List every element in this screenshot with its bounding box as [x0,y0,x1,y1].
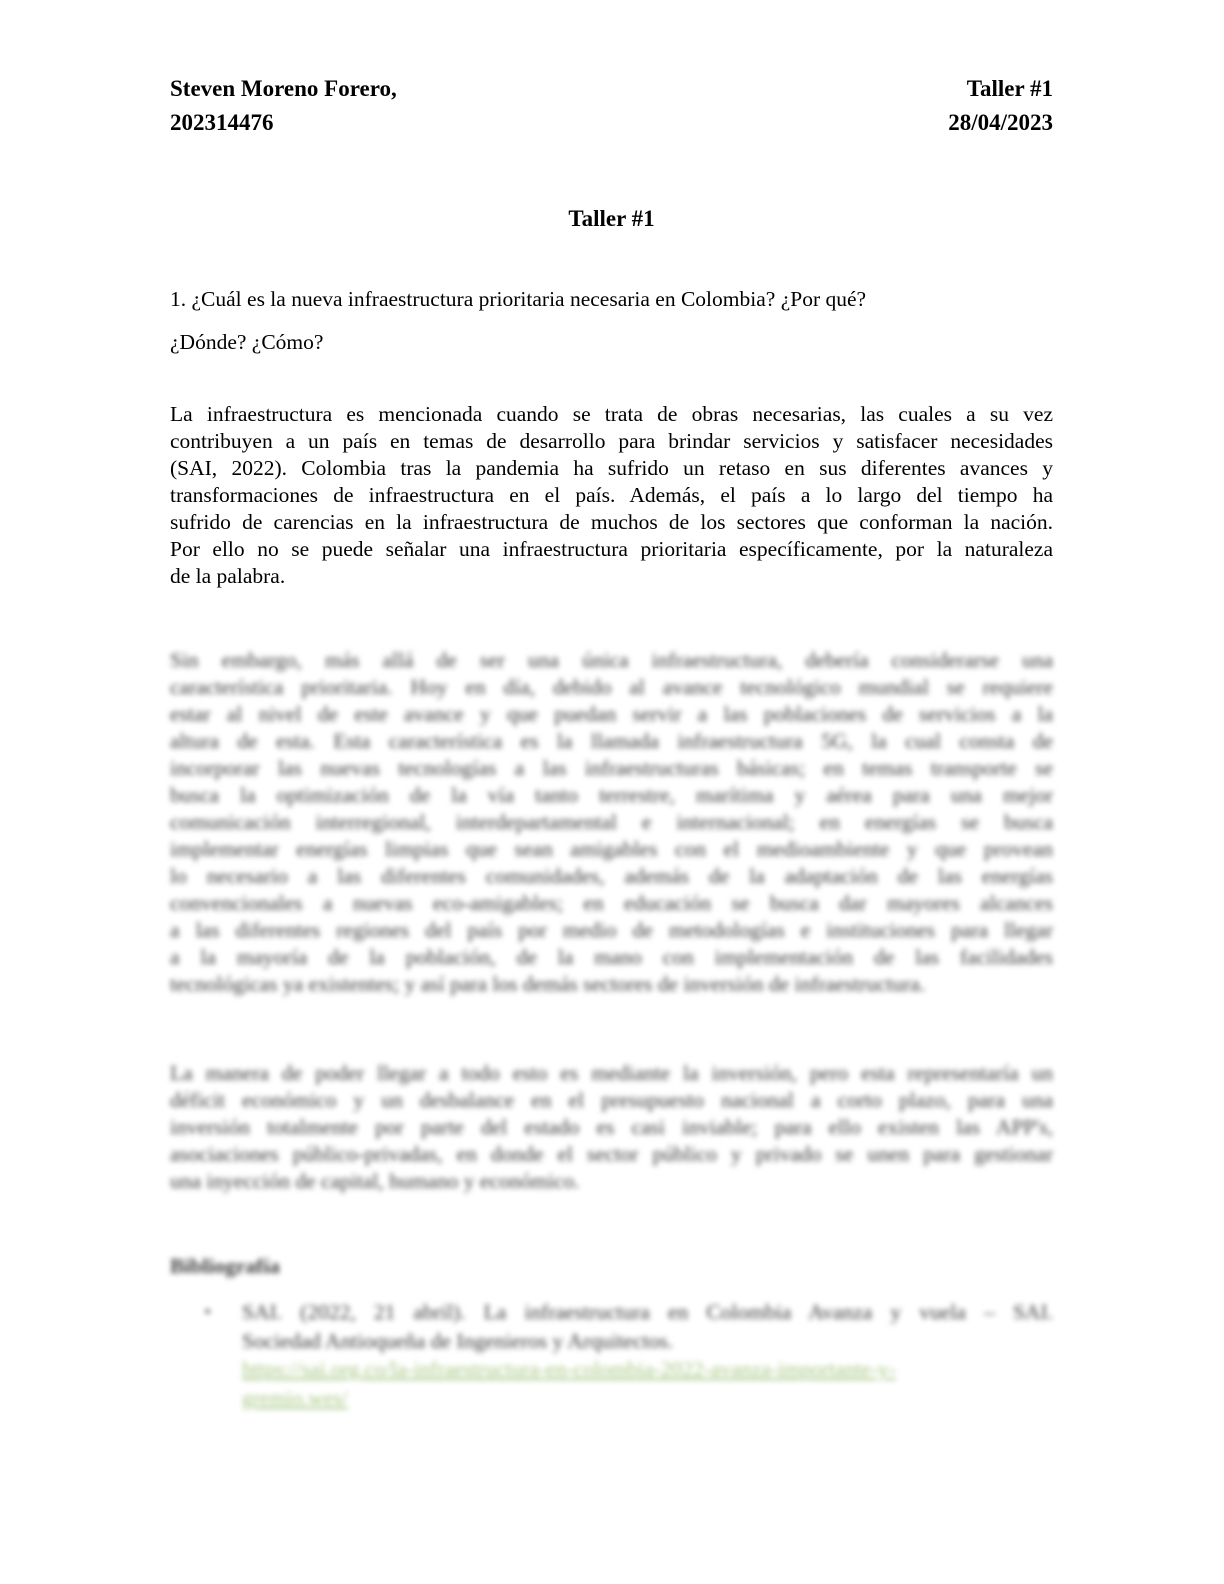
text-line: comunicación interregional, interdepartamental e internacional; en energías se busca [170,810,1053,834]
text-line: a la mayoría de la población, de la mano con implementación de las facilidades [170,945,1053,969]
text-line: déficit económico y un desbalance en el presupuesto nacional a corto plazo, para una [170,1088,1053,1112]
text-line: sufrido de carencias en la infraestructura de muchos de los sectores que conforman la nación. [170,510,1053,534]
header-doc-label: Taller #1 [966,76,1053,101]
text-line: característica prioritaria. Hoy en día, debido al avance tecnológico mundial se requiere [170,675,1053,699]
text-line: una inyección de capital, humano y económico. [170,1169,580,1193]
text-line: SAI. (2022, 21 abril). La infraestructura en Colombia Avanza y vuela – SAI. [242,1300,1053,1324]
text-line: estar al nivel de este avance y que puedan servir a las poblaciones de servicios a la [170,702,1053,726]
bibliography-link-line-2[interactable]: gremio.wes/ [242,1385,348,1410]
text-line: Sociedad Antioqueña de Ingenieros y Arquitectos. [242,1328,674,1353]
text-line: de la palabra. [170,564,286,588]
text-line: inversión totalmente por parte del estado es casi inviable; para ello existen las APP's, [170,1115,1053,1139]
author-name: Steven Moreno Forero, [170,76,397,101]
text-line: tecnológicas ya existentes; y así para los demás sectores de inversión de infraestructura. [170,972,926,996]
text-line: lo necesario a las diferentes comunidades, además de la adaptación de las energías [170,864,1053,888]
bullet-icon: ▪ [205,1304,211,1320]
text-line: La manera de poder llegar a todo esto es mediante la inversión, pero esta representaría un [170,1061,1053,1085]
blurred-paragraph-1 [170,647,1053,998]
text-line: La infraestructura es mencionada cuando se trata de obras necesarias, las cuales a su vez [170,402,1053,426]
text-line: implementar energías limpias que sean amigables con el medioambiente y que provean [170,837,1053,861]
text-line: transformaciones de infraestructura en el país. Además, el país a lo largo del tiempo ha [170,483,1053,507]
question-block [170,286,1053,355]
text-line: altura de esta. Esta característica es la llamada infraestructura 5G, la cual consta de [170,729,1053,753]
answer-paragraph [170,401,1053,590]
bibliography-list [170,1298,1053,1412]
question-line-1: 1. ¿Cuál es la nueva infraestructura prioritaria necesaria en Colombia? ¿Por qué? [170,287,867,311]
blurred-paragraph-2 [170,1060,1053,1195]
bibliography-entry-text [242,1298,1053,1355]
document-header [170,72,1053,140]
text-line: Por ello no se puede señalar una infraestructura prioritaria específicamente, por la naturaleza [170,537,1053,561]
bibliography-entry [205,1298,1053,1412]
question-line-2: ¿Dónde? ¿Cómo? [170,330,324,354]
author-id: 202314476 [170,110,274,135]
header-author-block [170,72,397,140]
header-meta-block [948,72,1053,140]
text-line: (SAI, 2022). Colombia tras la pandemia ha sufrido un retaso en sus diferentes avances y [170,456,1053,480]
text-line: contribuyen a un país en temas de desarrollo para brindar servicios y satisfacer necesidades [170,429,1053,453]
bibliography-heading: Bibliografía [170,1254,280,1278]
bibliography-section [170,1253,1053,1412]
text-line: Sin embargo, más allá de ser una única infraestructura, debería considerarse una [170,648,1053,672]
bibliography-link[interactable] [242,1355,1053,1412]
text-line: a las diferentes regiones del país por medio de metodologías e instituciones para llegar [170,918,1053,942]
page-title: Taller #1 [568,206,655,231]
text-line: busca la optimización de la vía tanto terrestre, marítima y aérea para una mejor [170,783,1053,807]
header-date: 28/04/2023 [948,110,1053,135]
text-line: incorporar las nuevas tecnologías a las infraestructuras básicas; en temas transporte se [170,756,1053,780]
text-line: asociaciones público-privadas, en donde el sector público y privado se unen para gestionar [170,1142,1053,1166]
text-line: convencionales a nuevas eco-amigables; en educación se busca dar mayores alcances [170,891,1053,915]
bibliography-link-line-1[interactable]: https://sai.org.co/la-infraestructura-en-colombia-2022-avanza-importante-y- [242,1357,896,1381]
